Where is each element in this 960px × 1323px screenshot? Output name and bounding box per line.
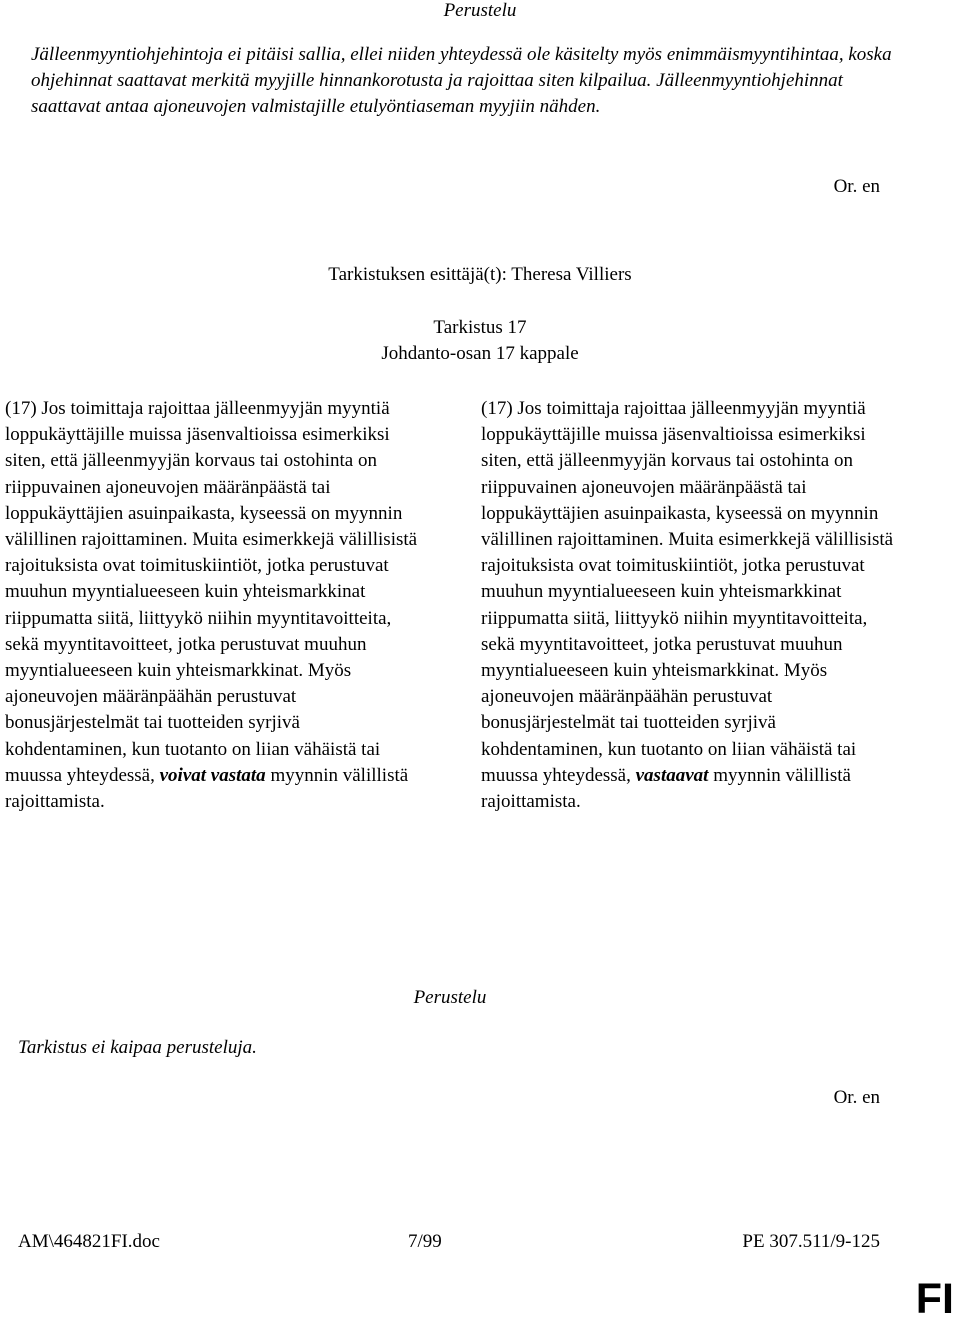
amendment-number: Tarkistus 17: [433, 317, 527, 338]
original-text-end: myynnin välillistä rajoittamista.: [5, 764, 409, 813]
original-language-label-2: Or. en: [833, 1087, 880, 1108]
footer-page-number: 7/99: [408, 1231, 442, 1252]
deleted-wording: voivat vastata: [159, 764, 266, 786]
footer-document-reference: PE 307.511/9-125: [742, 1231, 880, 1252]
amended-text-column: [481, 396, 901, 815]
justification-heading-2: Perustelu: [413, 987, 487, 1008]
original-text-column: [5, 396, 425, 815]
amendment-target: Johdanto-osan 17 kappale: [381, 343, 579, 364]
justification-text-2: Tarkistus ei kaipaa perusteluja.: [18, 1037, 257, 1058]
footer-file-reference: AM\464821FI.doc: [18, 1231, 160, 1252]
amended-text-end: myynnin välillistä rajoittamista.: [481, 764, 851, 813]
amendment-author: Tarkistuksen esittäjä(t): Theresa Villiers: [328, 264, 632, 285]
justification-heading: Perustelu: [443, 0, 517, 21]
original-language-label: Or. en: [833, 176, 880, 197]
original-text: (17) Jos toimittaja rajoittaa jälleenmyyjän myyntiä loppukäyttäjille muissa jäsenvaltioissa esimerkiksi siten, että jälleenmyyjän korvaus tai ostohinta on riippuvainen ajoneuvojen määränpäästä tai loppukäyttäjien asuinpaikasta, kyseessä on myynnin välillinen rajoittaminen. Muita esimerkkejä välillisistä rajoituksista ovat toimituskiintiöt, jotka perustuvat muuhun myyntialueeseen kuin yhteismarkkinat riippumatta siitä, liittyykö niihin myyntitavoitteita, sekä myyntitavoitteet, jotka perustuvat muuhun myyntialueeseen kuin yhteismarkkinat. Myös ajoneuvojen määränpäähän perustuvat bonusjärjestelmät tai tuotteiden syrjivä kohdentaminen, kun tuotanto on liian vähäistä tai muussa yhteydessä,: [5, 398, 418, 786]
amended-text: (17) Jos toimittaja rajoittaa jälleenmyyjän myyntiä loppukäyttäjille muissa jäsenvaltioissa esimerkiksi siten, että jälleenmyyjän korvaus tai ostohinta on riippuvainen ajoneuvojen määränpäästä tai loppukäyttäjien asuinpaikasta, kyseessä on myynnin välillinen rajoittaminen. Muita esimerkkejä välillisistä rajoituksista ovat toimituskiintiöt, jotka perustuvat muuhun myyntialueeseen kuin yhteismarkkinat riippumatta siitä, liittyykö niihin myyntitavoitteita, sekä myyntitavoitteet, jotka perustuvat muuhun myyntialueeseen kuin yhteismarkkinat. Myös ajoneuvojen määränpäähän perustuvat bonusjärjestelmät tai tuotteiden syrjivä kohdentaminen, kun tuotanto on liian vähäistä tai muussa yhteydessä,: [481, 398, 894, 786]
justification-text: Jälleenmyyntiohjehintoja ei pitäisi sallia, ellei niiden yhteydessä ole käsitelty myös enimmäismyyntihintaa, koska ohjehinnat saattavat merkitä myyjille hinnankorotusta ja rajoittaa siten kilpailua. Jälleenmyyntiohjehinnat saattavat antaa ajoneuvojen valmistajille etulyöntiaseman myyjiin nähden.: [31, 44, 892, 117]
language-code-mark: FI: [915, 1275, 954, 1323]
new-wording: vastaavat: [635, 764, 709, 786]
